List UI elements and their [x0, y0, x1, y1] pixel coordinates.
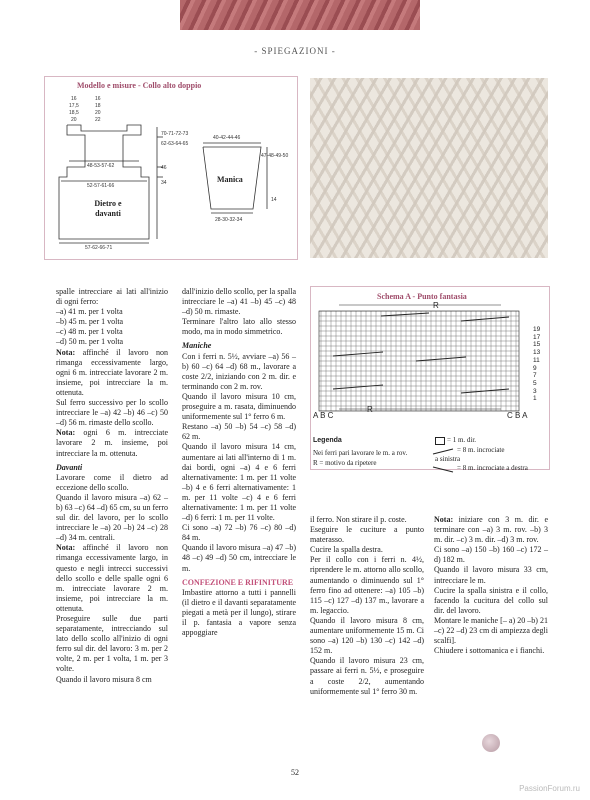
- paragraph: Chiudere i sottomanica e i fianchi.: [434, 646, 545, 656]
- note-text: affinché il lavoro non rimanga eccessivamente largo, in questo e negli intrecci successivi dello scollo e delle spalle ogni 6 m. intrecciate lavorare 2 m. insieme, poi intrecciare la m. ottenuta.: [56, 543, 168, 613]
- text-column-1: [56, 287, 168, 685]
- paragraph: –d) 50 m. per 1 volta: [56, 337, 124, 347]
- note-text: iniziare con 3 m. dir. e terminare con –a) 3 m. rov. –b) 3 m. dir. –c) 3 m. dir. –d) 3 m. rov.: [434, 515, 548, 545]
- legend-left-2: a sinistra: [435, 455, 461, 463]
- size-a-right: 16: [95, 96, 101, 102]
- legend-dir: = 1 m. dir.: [447, 436, 477, 444]
- row-number: 7: [533, 372, 537, 380]
- knit-stitch-symbol: [435, 437, 445, 445]
- row-number: 9: [533, 364, 537, 372]
- width-bottom-label: 57-62-66-71: [85, 245, 113, 251]
- height-upper-label: 62-63-64-65: [161, 141, 189, 147]
- paragraph: Quando il lavoro misura –a) 62 –b) 63 –c) 64 –d) 65 cm, su un ferro sul dir. del lavoro, per lo scollo intrecciare le –a) 20 –b) 24 –c) 28 –d) 34 m. centrali.: [56, 492, 168, 543]
- note-label: Nota:: [56, 428, 76, 438]
- paragraph: Terminare l'altro lato allo stesso modo, ma in modo simmetrico.: [182, 317, 296, 337]
- paragraph: Sul ferro successivo per lo scollo intrecciare le –a) 42 –b) 46 –c) 50 –d) 56 m. rimaste dello scollo.: [56, 398, 168, 428]
- size-c-right: 20: [95, 110, 101, 116]
- row-number: 15: [533, 341, 541, 349]
- note-text: affinché il lavoro non rimanga eccessivamente largo, ogni 6 m. intrecciate lavorare 2 m. insieme, poi intrecciare la m. ottenuta.: [56, 347, 168, 397]
- sleeve-14-label: 14: [271, 197, 277, 203]
- schema-a-grid: [311, 301, 549, 421]
- paragraph: spalle intrecciare ai lati all'inizio di ogni ferro:: [56, 287, 168, 307]
- repeat-label-bottom: R: [367, 405, 373, 414]
- sleeve-bottom-label: 28-30-32-34: [215, 217, 243, 223]
- size-a-left: 16: [71, 96, 77, 102]
- paragraph: Quando il lavoro misura 8 cm, aumentare uniformemente 15 m. Ci sono –a) 120 –b) 130 –c) 142 –d) 152 m.: [310, 615, 424, 656]
- page-header: - SPIEGAZIONI -: [254, 46, 336, 56]
- paragraph: Ci sono –a) 150 –b) 160 –c) 172 –d) 182 m.: [434, 545, 548, 565]
- paragraph: Quando il lavoro misura 14 cm, aumentare ai lati all'interno di 1 m. dai bordi, ogni –a) 4 e 6 ferri alternativamente: 1 m. per 11 volte –b) 4 e 6 ferri alternativamente: 1 m. per 11 volte –c) 4 e 6 ferri alternativamente: 1 m. per 11 volte –d) 6 ferri: 1 m. per 11 volte.: [182, 442, 296, 523]
- paragraph: Cucire la spalla destra.: [310, 545, 383, 555]
- paragraph: –c) 48 m. per 1 volta: [56, 327, 123, 337]
- paragraph: Proseguire sulle due parti separatamente, intrecciando sul lato dello scollo all'inizio di ogni ferro sul dir. del lavoro: 3 m. per 2 volte, 2 m. per 1 volta, 1 m. per 3 volte.: [56, 614, 168, 674]
- watermark: PassionForum.ru: [519, 784, 580, 793]
- size-c-left: 18,5: [69, 110, 79, 116]
- paragraph: Quando il lavoro misura 8 cm: [56, 674, 152, 684]
- letters-right: C B A: [507, 411, 528, 420]
- row-numbers: [533, 326, 540, 403]
- letters-left: A B C: [313, 411, 334, 420]
- size-b-right: 18: [95, 103, 101, 109]
- width-top-label: 48-53-57-62: [87, 163, 115, 169]
- note-text: ogni 6 m. intrecciate lavorare 2 m. insieme, poi intrecciare la m. ottenuta.: [56, 428, 168, 458]
- text-column-3: [310, 515, 424, 697]
- row-number: 19: [533, 326, 541, 333]
- paragraph: dall'inizio dello scollo, per la spalla intrecciare le –a) 41 –b) 45 –c) 48 –d) 50 m. rimaste.: [182, 287, 296, 317]
- paragraph: Restano –a) 50 –b) 54 –c) 58 –d) 62 m.: [182, 422, 296, 442]
- text-column-2: [182, 287, 296, 638]
- row-number: 17: [533, 333, 541, 341]
- row-number: 11: [533, 356, 540, 364]
- row-number: 3: [533, 387, 537, 395]
- paragraph: Quando il lavoro misura 23 cm, passare ai ferri n. 5½, e proseguire a coste 2/2, aumentando uniformemente sul 1° ferro 30 m.: [310, 656, 424, 696]
- paragraph: Quando il lavoro misura 10 cm, proseguire a m. rasata, diminuendo uniformemente sul 1° ferro 6 m.: [182, 391, 296, 422]
- measurements-box: [44, 76, 298, 260]
- yarn-ball-icon: [482, 734, 500, 752]
- note-paragraph: [56, 428, 168, 458]
- height-46-label: 46: [161, 165, 167, 171]
- body-diagram: [45, 77, 297, 259]
- note-paragraph: [56, 543, 168, 614]
- legend-left-1: = 8 m. incrociate: [457, 446, 505, 454]
- row-number: 5: [533, 379, 537, 387]
- paragraph: Quando il lavoro misura –a) 47 –b) 48 –c) 49 –d) 50 cm, intrecciare le m.: [182, 543, 296, 573]
- legend-repeat: R = motivo da ripetere: [313, 459, 377, 467]
- knit-photo-top: [180, 0, 420, 30]
- size-d-left: 20: [71, 117, 77, 123]
- sleeve-label: Manica: [217, 175, 243, 184]
- row-number: 1: [533, 395, 537, 403]
- paragraph: il ferro. Non stirare il p. coste.: [310, 515, 407, 524]
- paragraph: Per il collo con i ferri n. 4½, riprendere le m. attorno allo scollo, aumentando o diminuendo sul 1° ferro fino ad ottenere: –a) 105 –b) 115 –c) 127 –d) 137 m., lavorare a m. legaccio.: [310, 555, 424, 615]
- schema-a-box: [310, 286, 550, 470]
- measurements-title: Modello e misure - Collo alto doppio: [77, 81, 202, 90]
- section-heading-confezione: CONFEZIONE E RIFINITURE: [182, 577, 294, 587]
- schema-a-title: Schema A - Punto fantasia: [377, 292, 467, 301]
- width-mid-label: 52-57-61-66: [87, 183, 115, 189]
- sleeve-top-label: 40-42-44-46: [213, 135, 241, 141]
- paragraph: –b) 45 m. per 1 volta: [56, 317, 124, 327]
- section-heading-maniche: Maniche: [182, 341, 212, 351]
- page-number: 52: [291, 768, 299, 777]
- cross-right-symbol: [431, 466, 455, 474]
- legend-title: Legenda: [313, 437, 342, 444]
- paragraph: –a) 41 m. per 1 volta: [56, 307, 123, 317]
- row-number: 13: [533, 349, 541, 357]
- cable-knit-photo: [310, 78, 548, 258]
- sleeve-height-label: 47-48-49-50: [261, 153, 289, 159]
- size-b-left: 17,5: [69, 103, 79, 109]
- paragraph: Eseguire le cuciture a punto materasso.: [310, 525, 424, 545]
- paragraph: Montare le maniche [– a) 20 –b) 21 –c) 22 –d) 23 cm di ampiezza degli scalfi].: [434, 615, 548, 646]
- paragraph: Imbastire attorno a tutti i pannelli (il dietro e il davanti separatamente piegati a metà per il lungo), stirare il p. fantasia a vapore senza appoggiare: [182, 587, 296, 637]
- note-paragraph: [434, 515, 548, 545]
- legend-note: Nei ferri pari lavorare le m. a rov.: [313, 449, 408, 457]
- section-heading-davanti: Davanti: [56, 462, 83, 472]
- text-column-4: [434, 515, 548, 656]
- note-label: Nota:: [56, 543, 76, 553]
- note-label: Nota:: [56, 347, 76, 357]
- height-total-label: 70-71-72-73: [161, 131, 189, 137]
- paragraph: Lavorare come il dietro ad eccezione dello scollo.: [56, 472, 168, 492]
- paragraph: Ci sono –a) 72 –b) 76 –c) 80 –d) 84 m.: [182, 523, 296, 543]
- paragraph: Cucire la spalla sinistra e il collo, facendo la cucitura del collo sul dir. del lavoro.: [434, 585, 548, 615]
- paragraph: Con i ferri n. 5½, avviare –a) 56 –b) 60 –c) 64 –d) 68 m., lavorare a coste 2/2, iniziando con 2 m. dir. e terminando con 2 m. rov.: [182, 351, 296, 391]
- note-paragraph: [56, 348, 168, 398]
- paragraph: Quando il lavoro misura 33 cm, intrecciare le m.: [434, 565, 548, 585]
- height-34-label: 34: [161, 180, 167, 186]
- body-label: Dietro e davanti: [94, 199, 122, 218]
- note-label: Nota:: [434, 515, 454, 524]
- size-d-right: 22: [95, 117, 101, 123]
- legend-right: = 8 m. incrociate a destra: [457, 464, 528, 472]
- repeat-label-top: R: [433, 301, 439, 310]
